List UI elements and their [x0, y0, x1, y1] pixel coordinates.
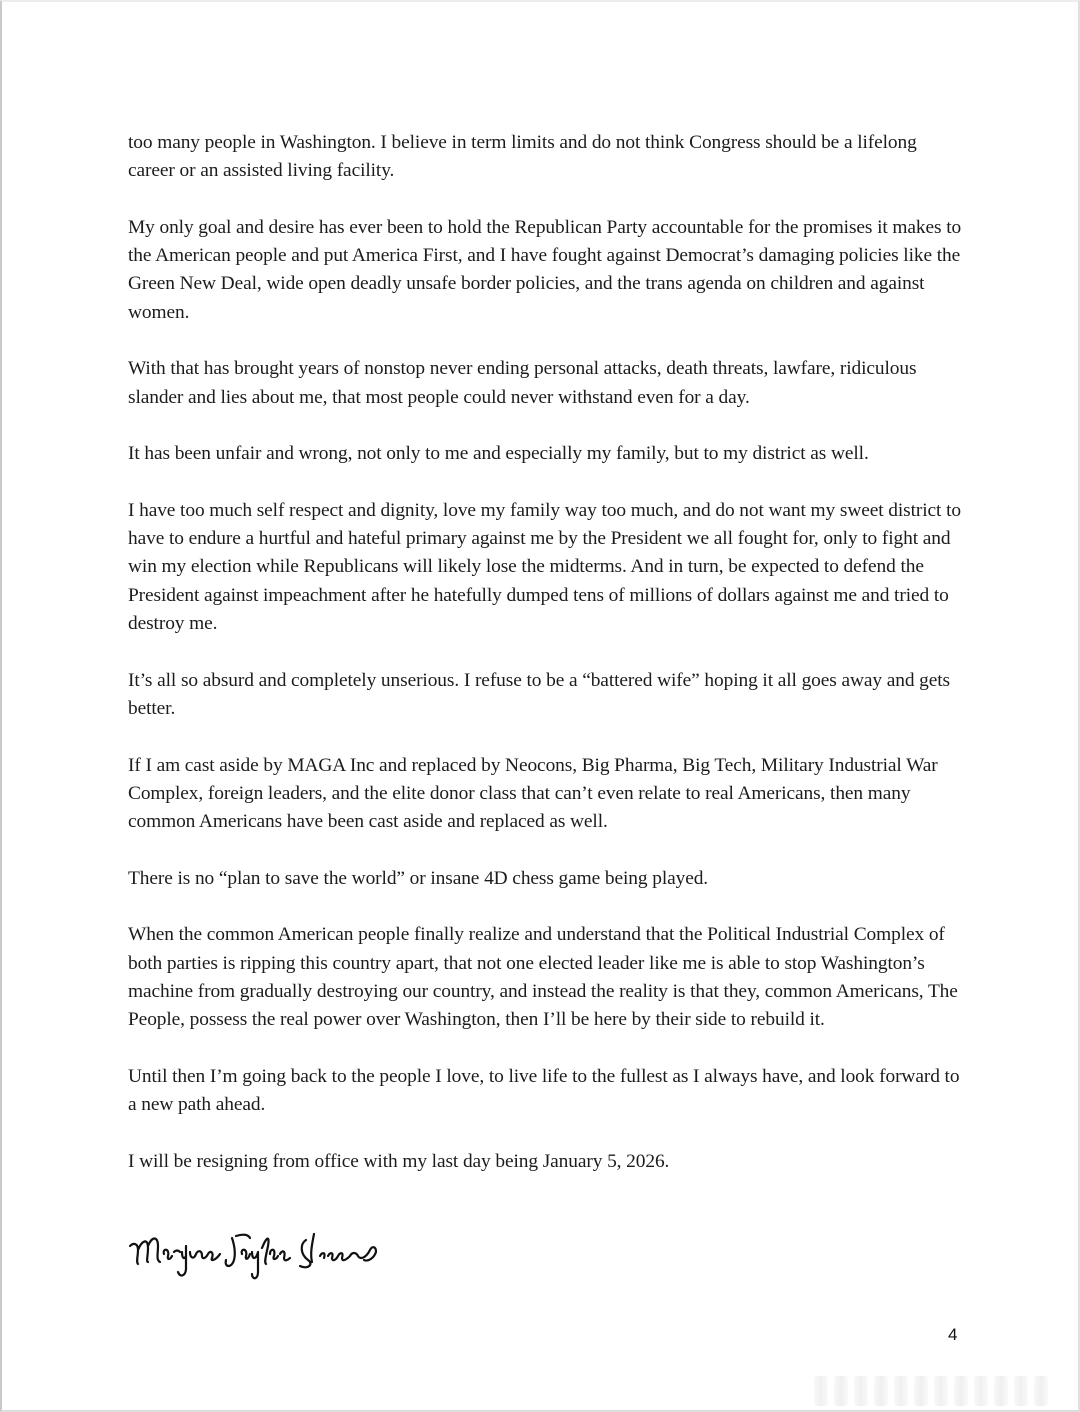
paragraph: With that has brought years of nonstop never ending personal attacks, death threats, lawfare, ridiculous slander and lies about me, that most people could never withstand even for a day.: [128, 358, 917, 408]
paragraph: It has been unfair and wrong, not only to me and especially my family, but to my district as well.: [128, 443, 869, 465]
signature: [124, 1224, 394, 1290]
page-number: 4: [948, 1325, 958, 1344]
paragraph: I have too much self respect and dignity, love my family way too much, and do not want my sweet district to have to endure a hurtful and hateful primary against me by the President we all fought for, only to fight and win my election while Republicans will likely lose the midterms. And in turn, be expected to defend the President against impeachment after he hatefully dumped tens of millions of dollars against me and tried to destroy me.: [128, 499, 961, 635]
paragraph: When the common American people finally realize and understand that the Political Industrial Complex of both parties is ripping this country apart, that not one elected leader like me is able to stop Washington’s machine from gradually destroying our country, and instead the reality is that they, common Americans, The People, possess the real power over Washington, then I’ll be here by their side to rebuild it.: [128, 924, 958, 1031]
paragraph: If I am cast aside by MAGA Inc and replaced by Neocons, Big Pharma, Big Tech, Military Industrial War Complex, foreign leaders, and the elite donor class that can’t even relate to real Americans, then many common Americans have been cast aside and replaced as well.: [128, 754, 938, 833]
scroll-artifact: [814, 1370, 1076, 1406]
paragraph: I will be resigning from office with my last day being January 5, 2026.: [128, 1150, 670, 1172]
paragraph: My only goal and desire has ever been to hold the Republican Party accountable for the promises it makes to the American people and put America First, and I have fought against Democrat’s damaging policies like the Green New Deal, wide open deadly unsafe border policies, and the trans agenda on children and against women.: [128, 216, 962, 323]
signature-scribble: [124, 1224, 394, 1290]
paragraph: too many people in Washington. I believe in term limits and do not think Congress should be a lifelong career or an assisted living facility.: [128, 132, 917, 182]
paragraph: There is no “plan to save the world” or insane 4D chess game being played.: [128, 867, 709, 889]
letter-body: [128, 129, 968, 1204]
paragraph: It’s all so absurd and completely unserious. I refuse to be a “battered wife” hoping it all goes away and gets better.: [128, 669, 951, 719]
paragraph: Until then I’m going back to the people I love, to live life to the fullest as I always have, and look forward to a new path ahead.: [128, 1065, 960, 1116]
